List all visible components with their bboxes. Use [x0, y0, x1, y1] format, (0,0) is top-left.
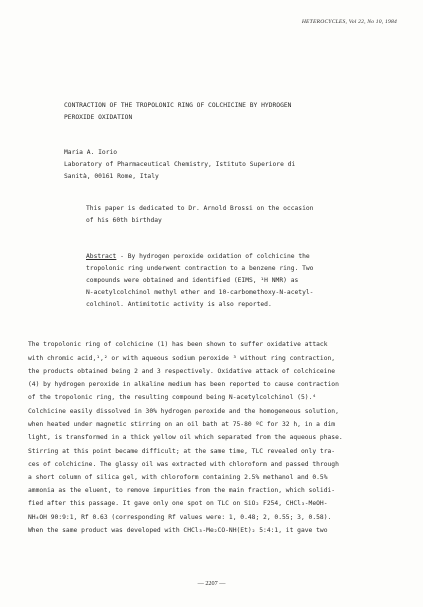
abstract-line-4: N-acetylcolchinol methyl ether and 10-carbomethoxy-N-acetyl- — [86, 289, 314, 296]
body-line-3: the products obtained being 2 and 3 respectively. Oxidative attack of colchiceine — [28, 368, 336, 375]
abstract-line-5: colchinol. Antimitotic activity is also reported. — [86, 301, 272, 308]
body-line-5: of the tropolonic ring, the resulting compound being N-acetylcolchinol (5).⁴ — [28, 394, 317, 401]
body-line-15: When the same product was developed with CHCl₃-Me₂CO-NH(Et)₂ 5:4:1, it gave two — [28, 527, 328, 534]
body-line-12: ammonia as the eluent, to remove impurities from the main fraction, which solidi- — [28, 487, 336, 494]
affiliation-line-2: Sanità, 00161 Rome, Italy — [64, 173, 159, 180]
body-line-6: Colchicine easily dissolved in 30% hydrogen peroxide and the homogeneous solution, — [28, 408, 339, 415]
abstract-line-1 — [86, 253, 310, 261]
journal-header: HETEROCYCLES, Vol 22, No 10, 1984 — [301, 19, 397, 25]
body-line-8: light, is transformed in a thick yellow oil which separated from the aqueous phase. — [28, 434, 343, 441]
body-line-4: (4) by hydrogen peroxide in alkaline medium has been reported to cause contraction — [28, 381, 339, 388]
body-line-11: a short column of silica gel, with chloroform containing 2.5% methanol and 0.5% — [28, 474, 328, 481]
abstract-line-2: tropolonic ring underwent contraction to a benzene ring. Two — [86, 265, 314, 272]
title-line-2: PEROXIDE OXIDATION — [64, 114, 133, 121]
body-line-1: The tropolonic ring of colchicine (1) has been shown to suffer oxidative attack — [28, 341, 328, 348]
abstract-line-3: compounds were obtained and identified (EIMS, ¹H NMR) as — [86, 277, 299, 284]
body-line-13: fied after this passage. It gave only one spot on TLC on SiO₂ F254, CHCl₃-MeOH- — [28, 500, 328, 507]
abstract-label: Abstract — [86, 253, 117, 260]
dedication-line-2: of his 60th birthday — [86, 217, 162, 224]
author-name: Maria A. Iorio — [64, 149, 118, 156]
body-line-10: ces of colchicine. The glassy oil was extracted with chloroform and passed through — [28, 461, 339, 468]
body-line-2: with chromic acid,¹,² or with aqueous sodium peroxide ³ without ring contraction, — [28, 355, 336, 362]
dedication-line-1: This paper is dedicated to Dr. Arnold Brossi on the occasion — [86, 205, 314, 212]
title-line-1: CONTRACTION OF THE TROPOLONIC RING OF COLCHICINE BY HYDROGEN — [64, 102, 292, 109]
body-line-14: NH₄OH 90:9:1, Rf 0.63 (corresponding Rf values were: 1, 0.48; 2, 0.55; 3, 0.58). — [28, 514, 332, 521]
abstract-text-1: - By hydrogen peroxide oxidation of colchicine the — [116, 253, 310, 260]
affiliation-line-1: Laboratory of Pharmaceutical Chemistry, Istituto Superiore di — [64, 161, 296, 168]
page-number: — 2207 — — [197, 580, 226, 587]
body-line-7: when heated under magnetic stirring on an oil bath at 75-80 ºC for 32 h, in a dim — [28, 421, 336, 428]
body-line-9: Stirring at this point became difficult; at the same time, TLC revealed only tra- — [28, 448, 336, 455]
